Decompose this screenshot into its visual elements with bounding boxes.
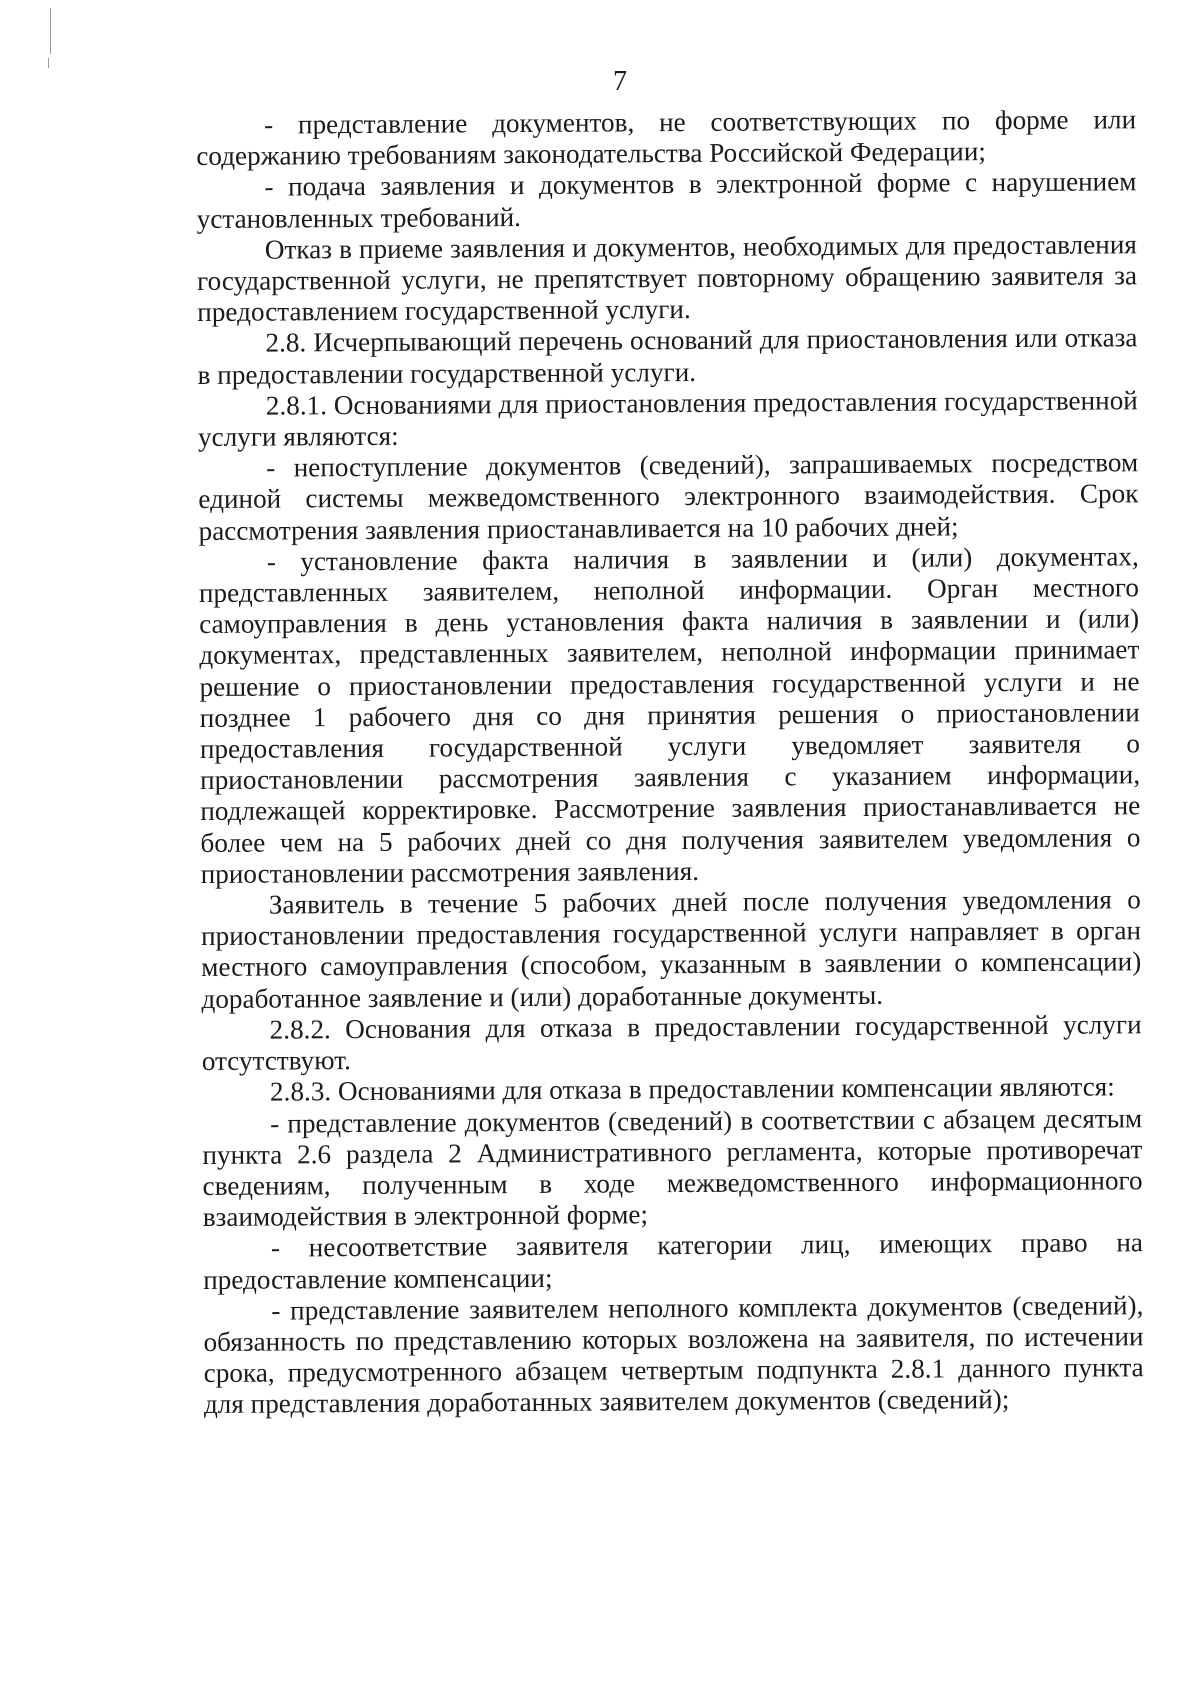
paragraph: 2.8.1. Основаниями для приостановления предоставления государственной услуги являются: [197, 385, 1138, 453]
paragraph: Отказ в приеме заявления и документов, необходимых для предоставления государственной услуги, не препятствует повторному обращению заявителя за предоставлением государственной услуги. [196, 229, 1138, 328]
paragraph: 2.8.2. Основания для отказа в предоставлении государственной услуги отсутствуют. [201, 1009, 1142, 1077]
paragraph: - подача заявления и документов в электронной форме с нарушением установленных требований. [196, 166, 1137, 234]
document-body [196, 104, 1144, 1420]
paragraph: - представление документов (сведений) в соответствии с абзацем десятым пункта 2.6 раздела 2 Административного регламента, которые противоречат сведениям, полученным в ходе межведомственного информационного взаимодействия в электронной форме; [202, 1102, 1143, 1233]
paragraph: Заявитель в течение 5 рабочих дней после получения уведомления о приостановлении предоставления государственной услуги направляет в орган местного самоуправления (способом, указанным в заявлении о компенсации) доработанное заявление и (или) доработанные документы. [200, 884, 1142, 1014]
paragraph: - непоступление документов (сведений), запрашиваемых посредством единой системы межведомственного электронного взаимодействия. Срок рассмотрения заявления приостанавливается на 10 рабочих дней; [198, 447, 1139, 546]
paragraph: 2.8. Исчерпывающий перечень оснований для приостановления или отказа в предоставлении государственной услуги. [197, 322, 1138, 390]
page-number: 7 [613, 66, 627, 97]
scan-artifact-mark [50, 8, 51, 54]
paragraph: - установление факта наличия в заявлении и (или) документах, представленных заявителем, неполной информации. Орган местного самоуправления в день установления факта наличия в заявлении и (или) документах, представленных заявителем, неполной информации принимает решение о приостановлении предоставления государственной услуги и не позднее 1 рабочего дня со дня принятия решения о приостановлении предоставления государственной услуги уведомляет заявителя о приостановлении рассмотрения заявления с указанием информации, подлежащей корректировке. Рассмотрение заявления приостанавливается не более чем на 5 рабочих дней со дня получения заявителем уведомления о приостановлении рассмотрения заявления. [198, 541, 1141, 889]
paragraph: - несоответствие заявителя категории лиц, имеющих право на предоставление компенсации; [203, 1227, 1144, 1295]
paragraph: - представление документов, не соответствующих по форме или содержанию требованиям законодательства Российской Федерации; [196, 104, 1137, 172]
paragraph: 2.8.3. Основаниями для отказа в предоставлении компенсации являются: [269, 1071, 1115, 1107]
paragraph: - представление заявителем неполного комплекта документов (сведений), обязанность по представлению которых возложена на заявителя, по истечении срока, предусмотренного абзацем четвертым подпункта 2.8.1 данного пункта для представления доработанных заявителем документов (сведений); [203, 1289, 1144, 1420]
